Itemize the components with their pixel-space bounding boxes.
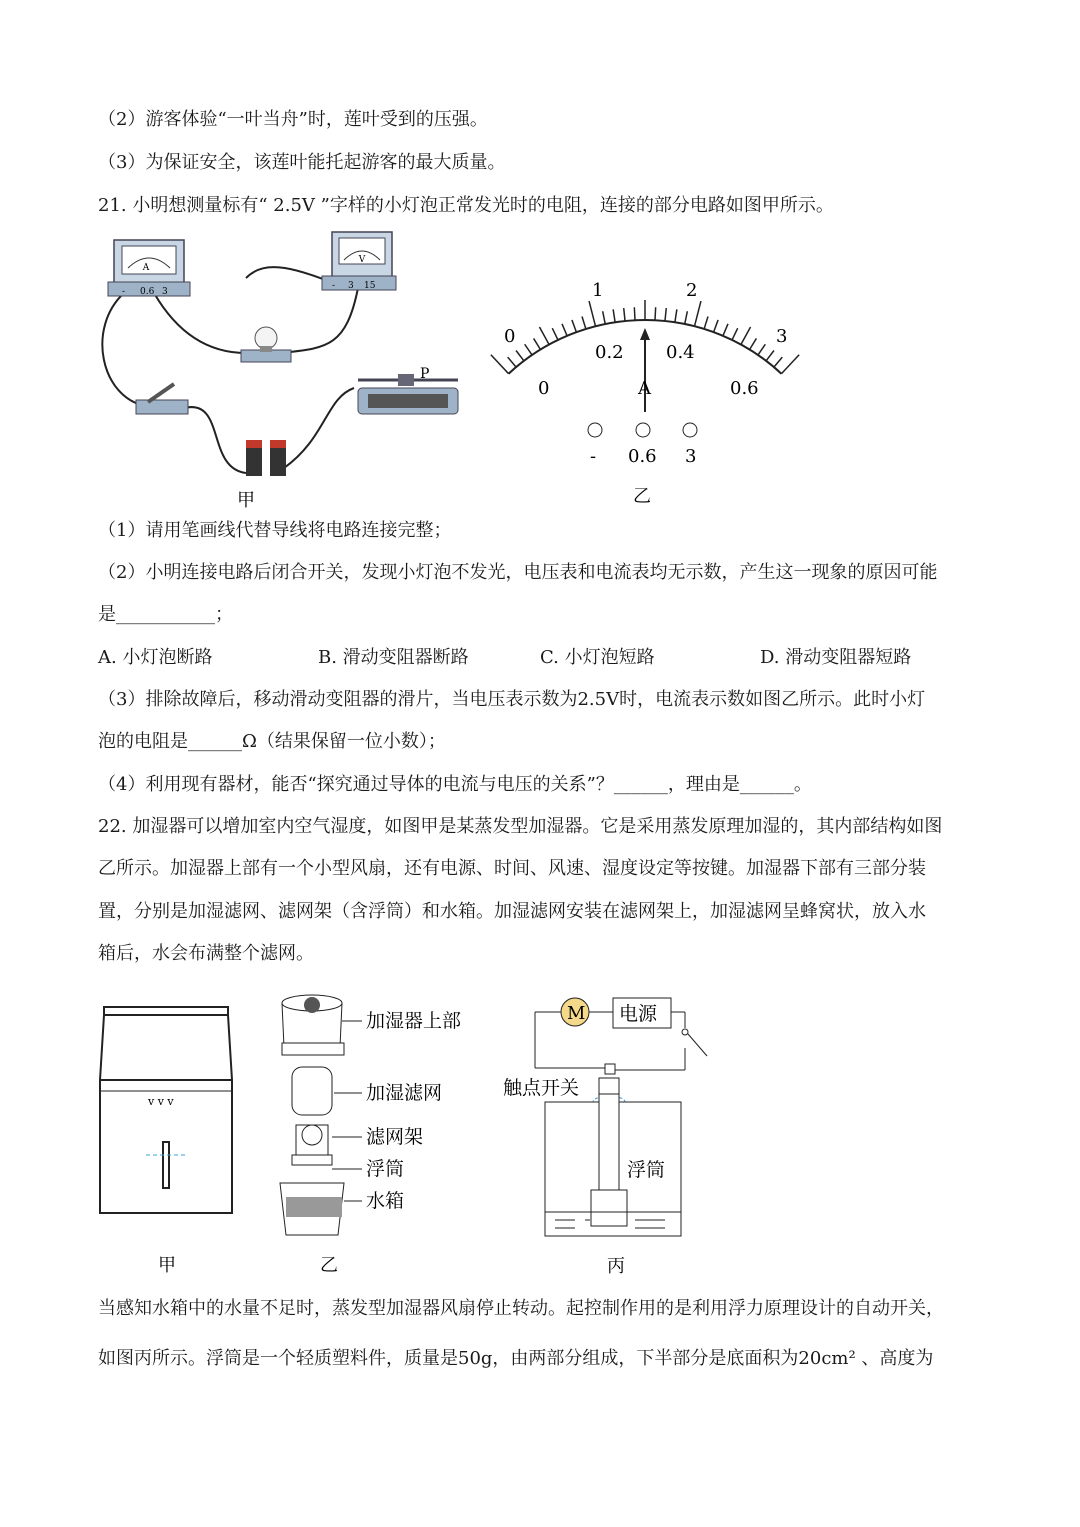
meter-tick [539, 327, 549, 345]
figure-22-yi-caption: 乙 [320, 1255, 338, 1276]
meter-tick [723, 324, 728, 336]
ammeter-label: A [142, 263, 150, 273]
power-label: 电源 [619, 1003, 658, 1025]
voltmeter-term-neg: - [332, 281, 336, 291]
voltmeter-icon [322, 232, 396, 291]
meter-tick [491, 355, 509, 374]
figure-22-bing-switch [495, 990, 725, 1280]
meter-tick [774, 357, 782, 367]
figure-22-yi-exploded [270, 985, 490, 1280]
meter-tick [758, 344, 765, 355]
figure-22-jia-humidifier [96, 995, 246, 1280]
question-22-stem-line2: 乙所示。加湿器上部有一个小型风扇，还有电源、时间、风速、湿度设定等按键。加湿器下部有三部分装 [98, 858, 926, 879]
meter-tick [750, 338, 757, 349]
meter-tick [552, 328, 558, 340]
meter-tick [589, 301, 595, 326]
meter-tick [634, 307, 635, 320]
scale-bottom-06: 0.6 [730, 378, 759, 399]
meter-tick [781, 355, 799, 374]
figure-21-jia-caption: 甲 [237, 490, 255, 511]
question-21-part3-line2: 泡的电阻是______Ω（结果保留一位小数）； [98, 731, 446, 752]
figure-21-yi-meter [490, 270, 810, 518]
label-frame: 滤网架 [366, 1126, 424, 1148]
terminal-3: 3 [685, 446, 697, 467]
scale-top-3: 3 [776, 326, 788, 347]
rheostat-icon [358, 366, 458, 414]
meter-tick [741, 327, 751, 345]
meter-tick [603, 311, 606, 324]
question-22-text-line6: 如图丙所示。浮筒是一个轻质塑料件，质量是50g，由两部分组成，下半部分是底面积为20cm² 、高度为 [98, 1348, 934, 1369]
question-21-part4: （4）利用现有器材，能否“探究通过导体的电流与电压的关系”？______，理由是______。 [98, 774, 812, 795]
figure-22-bing-caption: 丙 [607, 1256, 625, 1277]
scale-top-1: 1 [592, 280, 604, 301]
scale-bottom-0: 0 [538, 378, 550, 399]
question-20-part2: （2）游客体验“一叶当舟”时，莲叶受到的压强。 [98, 109, 488, 130]
question-22-stem-line1: 22. 加湿器可以增加室内空气湿度，如图甲是某蒸发型加湿器。它是采用蒸发原理加湿的，其内部结构如图 [98, 816, 943, 837]
float-label: 浮筒 [627, 1159, 666, 1181]
option-c: C. 小灯泡短路 [540, 647, 655, 668]
meter-tick [766, 350, 774, 360]
meter-tick [508, 357, 516, 367]
option-d: D. 滑动变阻器短路 [760, 647, 912, 668]
question-21-stem: 21. 小明想测量标有“ 2.5V ”字样的小灯泡正常发光时的电阻，连接的部分电路如图甲所示。 [98, 195, 834, 216]
terminal-neg: - [590, 446, 597, 467]
question-22-stem-line3: 置，分别是加湿滤网、滤网架（含浮筒）和水箱。加湿滤网安装在滤网架上，加湿滤网呈蜂窝状，放入水 [98, 901, 926, 922]
ammeter-icon [108, 240, 190, 297]
question-21-part2-line2: 是___________； [98, 604, 233, 625]
contact-switch-label: 触点开关 [503, 1077, 580, 1099]
meter-tick [714, 320, 718, 332]
voltmeter-label: V [358, 255, 366, 265]
scale-bottom-02: 0.2 [595, 342, 624, 363]
meter-tick [525, 344, 532, 355]
label-filter: 加湿滤网 [366, 1082, 443, 1104]
meter-tick [562, 324, 567, 336]
slider-label: P [420, 366, 430, 382]
meter-tick [695, 301, 701, 326]
meter-tick [582, 317, 586, 329]
label-upper: 加湿器上部 [366, 1010, 462, 1032]
voltmeter-term-3: 3 [348, 281, 354, 291]
ammeter-term-3: 3 [162, 287, 168, 297]
meter-tick [675, 309, 677, 322]
scale-top-2: 2 [686, 280, 698, 301]
question-20-part3: （3）为保证安全，该莲叶能托起游客的最大质量。 [98, 152, 506, 173]
label-float: 浮筒 [366, 1158, 405, 1180]
meter-tick [613, 309, 615, 322]
buttons-icon: v v v [148, 1095, 174, 1108]
figure-21-jia-circuit [96, 228, 476, 518]
ammeter-term-neg: - [122, 287, 126, 297]
meter-tick [534, 338, 541, 349]
question-22-stem-line4: 箱后，水会布满整个滤网。 [98, 943, 314, 964]
meter-tick [655, 307, 656, 320]
label-tank: 水箱 [366, 1190, 405, 1212]
figure-21-yi-caption: 乙 [633, 486, 651, 507]
meter-tick [665, 308, 666, 321]
question-21-part1: （1）请用笔画线代替导线将电路连接完整； [98, 520, 452, 541]
question-21-part3-line1: （3）排除故障后，移动滑动变阻器的滑片，当电压表示数为2.5V时，电流表示数如图乙所示。此时小灯 [98, 689, 926, 710]
battery-icon [246, 440, 286, 476]
option-a: A. 小灯泡断路 [98, 647, 213, 668]
scale-bottom-04: 0.4 [666, 342, 695, 363]
meter-tick [704, 317, 708, 329]
question-21-part2-line1: （2）小明连接电路后闭合开关，发现小灯泡不发光，电压表和电流表均无示数，产生这一现象的原因可能 [98, 562, 938, 583]
figure-22-jia-caption: 甲 [158, 1255, 176, 1276]
terminal-06: 0.6 [628, 446, 657, 467]
meter-tick [516, 350, 524, 360]
bulb-icon [241, 327, 291, 362]
voltmeter-term-15: 15 [364, 281, 376, 291]
meter-unit: A [638, 378, 651, 399]
meter-tick [572, 320, 576, 332]
meter-tick [732, 328, 738, 340]
motor-label: M [567, 1003, 586, 1024]
meter-tick [624, 308, 625, 321]
option-b: B. 滑动变阻器断路 [318, 647, 469, 668]
ammeter-term-06: 0.6 [140, 287, 155, 297]
question-22-text-line5: 当感知水箱中的水量不足时，蒸发型加湿器风扇停止转动。起控制作用的是利用浮力原理设计的自动开关， [98, 1298, 944, 1319]
meter-tick [685, 311, 688, 324]
scale-top-0: 0 [504, 326, 516, 347]
switch-icon [136, 384, 188, 414]
